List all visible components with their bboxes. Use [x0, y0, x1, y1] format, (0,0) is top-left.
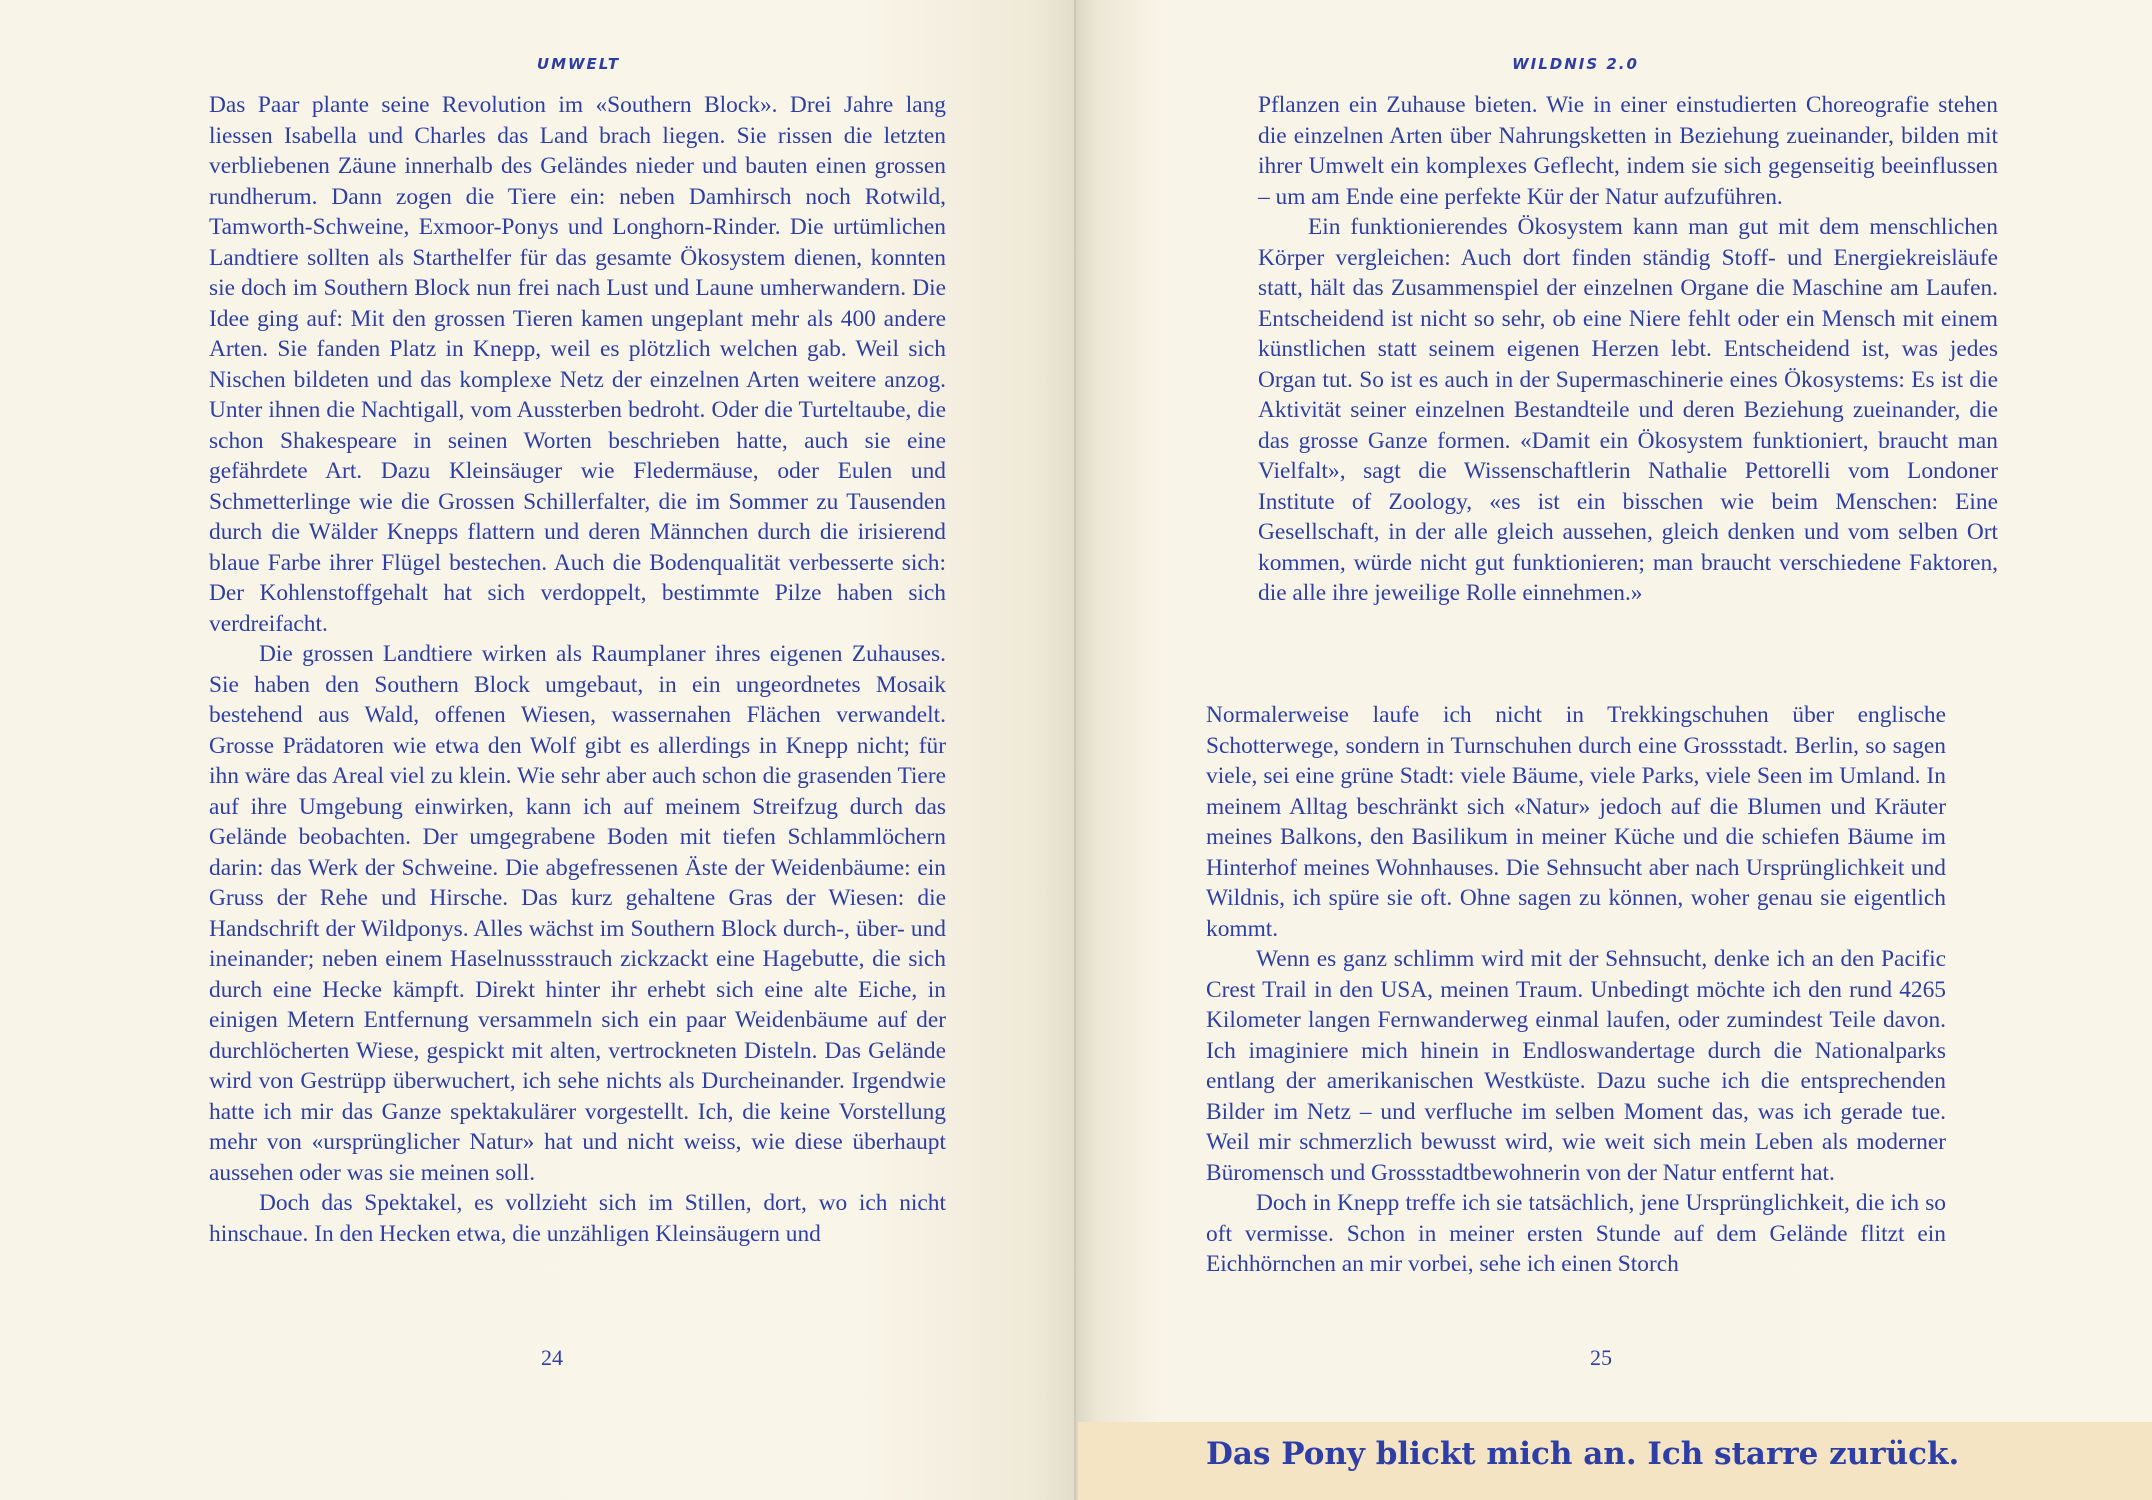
book-gutter	[1074, 0, 1076, 1500]
paragraph: Die grossen Landtiere wirken als Raumplaner ihres eigenen Zuhauses. Sie haben den Southern Block umgebaut, in ein ungeordnetes Mosaik bestehend aus Wald, offenen Wiesen, wassernahen Flächen verwandelt. Grosse Prädatoren wie etwa den Wolf gibt es allerdings in Knepp nicht; für ihn wäre das Areal viel zu klein. Wie sehr aber auch schon die grasenden Tiere auf ihre Umgebung einwirken, kann ich auf meinem Streifzug durch das Gelände beobachten. Der umgegrabene Boden mit tiefen Schlammlöchern darin: das Werk der Schweine. Die abgefressenen Äste der Weidenbäume: ein Gruss der Rehe und Hirsche. Das kurz gehaltene Gras der Wiesen: die Handschrift der Wildponys. Alles wächst im Southern Block durch-, über- und ineinander; neben einem Haselnussstrauch zickzackt eine Hagebutte, die sich durch eine Hecke kämpft. Direkt hinter ihr erhebt sich eine alte Eiche, in einigen Metern Entfernung versammeln sich ein paar Weidenbäume auf der durchlöcherten Wiese, gespickt mit alten, vertrockneten Disteln. Das Gelände wird von Gestrüpp überwuchert, ich sehe nichts als Durcheinander. Irgendwie hatte ich mir das Ganze spektakulärer vorgestellt. Ich, die keine Vorstellung mehr von «ursprünglicher Natur» hat und nicht weiss, wie diese überhaupt aussehen oder was sie meinen soll.	[209, 641, 946, 1186]
paragraph: Doch das Spektakel, es vollzieht sich im Stillen, dort, wo ich nicht hinschaue. In den Hecken etwa, die unzähligen Kleinsäugern und	[209, 1190, 946, 1247]
paragraph: Doch in Knepp treffe ich sie tatsächlich, jene Ursprünglichkeit, die ich so oft vermisse. Schon in meiner ersten Stunde auf dem Gelände flitzt ein Eichhörnchen an mir vorbei, sehe ich einen Storch	[1206, 1190, 1946, 1277]
page-number-right: 25	[1590, 1345, 1612, 1370]
page-number-left: 24	[541, 1345, 563, 1370]
right-body-text	[1206, 700, 1946, 1280]
pull-quote: Das Pony blickt mich an. Ich starre zurück.	[1206, 1436, 1960, 1472]
left-body-text	[209, 90, 946, 1249]
paragraph: Ein funktionierendes Ökosystem kann man gut mit dem menschlichen Körper vergleichen: Auch dort finden ständig Stoff- und Energiekreisläufe statt, hält das Zusammenspiel der einzelnen Organe die Maschine am Laufen. Entscheidend ist nicht so sehr, ob eine Niere fehlt oder ein Mensch mit einem künstlichen statt seinem eigenen Herzen lebt. Entscheidend ist, was jedes Organ tut. So ist es auch in der Supermaschinerie eines Ökosystems: Es ist die Aktivität seiner einzelnen Bestandteile und deren Beziehung zueinander, die das grosse Ganze formen. «Damit ein Ökosystem funktioniert, braucht man Vielfalt», sagt die Wissenschaftlerin Nathalie Pettorelli vom Londoner Institute of Zoology, «es ist ein bisschen wie beim Menschen: Eine Gesellschaft, in der alle gleich aussehen, gleich denken und vom selben Ort kommen, würde nicht gut funktionieren; man braucht verschiedene Faktoren, die alle ihre jeweilige Rolle einnehmen.»	[1258, 214, 1998, 606]
running-head-right: WILDNIS 2.0	[1512, 55, 1639, 73]
paragraph: Wenn es ganz schlimm wird mit der Sehnsucht, denke ich an den Pacific Crest Trail in den USA, meinen Traum. Unbedingt möchte ich den rund 4265 Kilometer langen Fernwanderweg einmal laufen, oder zumindest Teile davon. Ich imaginiere mich hinein in Endloswandertage durch die Nationalparks entlang der amerikanischen Westküste. Dazu suche ich die entsprechenden Bilder im Netz – und verfluche im selben Moment das, was ich gerade tue. Weil mir schmerzlich bewusst wird, wie weit sich mein Leben als moderner Büromensch und Grossstadtbewohnerin von der Natur entfernt hat.	[1206, 946, 1946, 1186]
paragraph: Pflanzen ein Zuhause bieten. Wie in einer einstudierten Choreografie stehen die einzelnen Arten über Nahrungsketten in Beziehung zueinander, bilden mit ihrer Umwelt ein komplexes Geflecht, indem sie sich gegenseitig beeinflussen – um am Ende eine perfekte Kür der Natur aufzuführen.	[1258, 92, 1998, 210]
paragraph: Normalerweise laufe ich nicht in Trekkingschuhen über englische Schotterwege, sondern in Turnschuhen durch eine Grossstadt. Berlin, so sagen viele, sei eine grüne Stadt: viele Bäume, viele Parks, viele Seen im Umland. In meinem Alltag beschränkt sich «Natur» jedoch auf die Blumen und Kräuter meines Balkons, den Basilikum in meiner Küche und die schiefen Bäume im Hinterhof meines Wohnhauses. Die Sehnsucht aber nach Ursprünglichkeit und Wildnis, ich spüre sie oft. Ohne sagen zu können, woher genau sie eigentlich kommt.	[1206, 702, 1946, 942]
running-head-left: UMWELT	[536, 55, 621, 73]
paragraph: Das Paar plante seine Revolution im «Southern Block». Drei Jahre lang liessen Isabella und Charles das Land brach liegen. Sie rissen die letzten verbliebenen Zäune innerhalb des Geländes nieder und bauten einen grossen rundherum. Dann zogen die Tiere ein: neben Damhirsch noch Rotwild, Tamworth-Schweine, Exmoor-Ponys und Longhorn-Rinder. Die urtümlichen Landtiere sollten als Starthelfer für das gesamte Ökosystem dienen, konnten sie doch im Southern Block nun frei nach Lust und Laune umherwandern. Die Idee ging auf: Mit den grossen Tieren kamen ungeplant mehr als 400 andere Arten. Sie fanden Platz in Knepp, weil es plötzlich welchen gab. Weil sich Nischen bildeten und das komplexe Netz der einzelnen Arten weitere anzog. Unter ihnen die Nachtigall, vom Aussterben bedroht. Oder die Turteltaube, die schon Shakespeare in seinen Worten beschrieben hatte, auch sie eine gefährdete Art. Dazu Kleinsäuger wie Fledermäuse, oder Eulen und Schmetterlinge wie die Grossen Schillerfalter, die im Sommer zu Tausenden durch die Wälder Knepps flattern und deren Männchen durch die irisierend blaue Farbe ihrer Flügel bestechen. Auch die Bodenqualität verbesserte sich: Der Kohlenstoffgehalt hat sich verdoppelt, bestimmte Pilze haben sich verdreifacht.	[209, 92, 946, 637]
right-indented-text	[1258, 90, 1998, 609]
